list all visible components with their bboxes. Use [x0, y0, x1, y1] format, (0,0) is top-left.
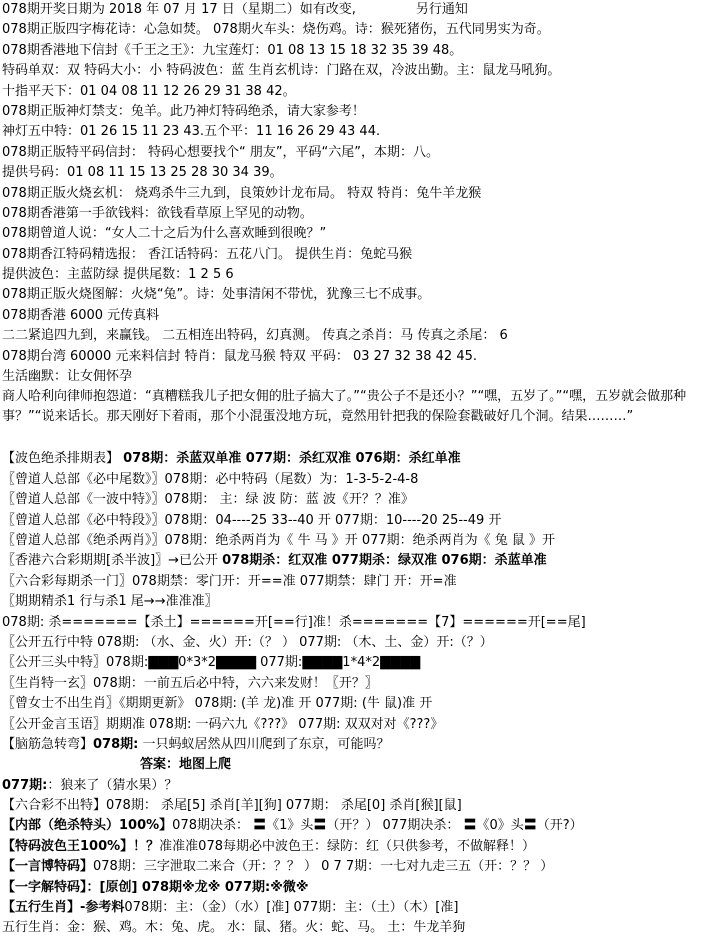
- text-line: [0, 796, 704, 816]
- text-line: [0, 20, 704, 40]
- text-segment: 〖曾道人总部《一波中特》〗078期： 主：绿 波 防：蓝 波《开？？准》: [2, 492, 414, 508]
- text-segment: 提供波色：主蓝防绿 提供尾数：1 2 5 6: [2, 267, 234, 283]
- text-line: [0, 613, 704, 633]
- text-segment: 〖香港六合彩期期[杀半波]〗→已公开: [2, 553, 223, 569]
- text-segment: 078期正版神灯禁支：兔羊。此乃神灯特码绝杀，请大家参考！: [2, 103, 365, 119]
- text-segment: 077期:: [2, 777, 48, 793]
- text-segment: 078期香港地下信封《千王之王》：九宝莲灯：01 08 13 15 18 32 35 39 48。: [2, 42, 463, 58]
- text-segment: 提供号码：01 08 11 15 13 25 28 30 34 39。: [2, 165, 283, 181]
- text-line: [0, 61, 704, 81]
- text-line: [0, 674, 704, 694]
- text-line: [0, 694, 704, 714]
- text-segment: 078期：杀蓝双单准 077期：杀红双准 076期：杀红单准: [123, 451, 461, 467]
- text-line: [0, 204, 704, 224]
- text-segment: 078期香港 6000 元传真料: [2, 307, 160, 323]
- text-segment: 078期正版四字梅花诗：心急如焚。 078期火车头：烧伤鸡。诗：猴死猪伤，五代同男实为奇。: [2, 22, 550, 38]
- text-segment: 078期台湾 60000 元来料信封 特肖：鼠龙马猴 特双 平码： 03 27 32 38 42 45.: [2, 348, 478, 364]
- section-forecast-list: [0, 0, 704, 387]
- text-segment: 〖公开五行中特 078期: （水、金、火）开:（？ ） 077期: （木、土、金）开:（？）: [2, 634, 493, 650]
- text-line: [0, 878, 704, 898]
- text-line: [0, 285, 704, 305]
- text-segment: ：狼来了（猜水果）？: [47, 777, 178, 793]
- text-line: [0, 245, 704, 265]
- text-segment: 生活幽默：让女佣怀孕: [2, 369, 133, 385]
- text-line: [0, 857, 704, 877]
- text-segment: 二二紧追四九到，来赢钱。 二五相连出特码，幻真测。 传真之杀肖：马 传真之杀尾： 6: [2, 328, 508, 344]
- text-segment: 神灯五中特：01 26 15 11 23 43.五个平：11 16 26 29 43 44.: [2, 124, 381, 140]
- joke-paragraph: 商人哈利向律师抱怨道：“真糟糕我儿子把女佣的肚子搞大了。”“贵公子不是还小？”“嘿，五岁了。”“嘿，五岁就会做那种事？”“说来话长。那天刚好下着雨，那个小混蛋没地方玩，竟然用针把我的保险套戳破好几个洞。结果………”: [2, 389, 687, 425]
- text-line: [0, 449, 704, 469]
- text-line: [0, 367, 704, 387]
- text-line: [0, 735, 704, 755]
- text-line: [0, 511, 704, 531]
- text-segment: 〖曾道人总部《绝杀两肖》〗078期：绝杀两肖为《 牛 马 》开 077期：绝杀两肖为《 兔 鼠 》开: [2, 532, 556, 548]
- text-segment: 078期: 杀=======【杀土】======开[==行]准！杀=======【7】======开[==尾]: [2, 614, 586, 630]
- text-segment: 〖生肖特一玄〗078期：一前五后必中特，六六来发财！〖开？〗: [2, 675, 378, 691]
- text-line: [0, 592, 704, 612]
- text-segment: 078期决杀： 〓《1》头〓（开？） 077期决杀： 〓《0》头〓（开?）: [172, 818, 583, 834]
- text-line: [0, 326, 704, 346]
- text-line: [0, 653, 704, 673]
- text-segment: 078期正版特平码信封： 特码心想要找个“ 朋友”，平码“六尾”，本期：八。: [2, 144, 440, 160]
- text-line: [0, 531, 704, 551]
- text-segment: 另行通知: [415, 2, 468, 17]
- text-segment: 〖公开金言玉语〗期期准 078期: 一码六九《???》 077期: 双双对对《???》: [2, 716, 444, 732]
- text-line: [0, 143, 704, 163]
- text-line: [0, 347, 704, 367]
- text-line: [0, 816, 704, 836]
- text-line: [0, 184, 704, 204]
- text-segment: 【波色绝杀排期表】: [2, 451, 124, 467]
- text-segment: 【六合彩不出特】078期： 杀尾[5] 杀肖[羊][狗] 077期： 杀尾[0] 杀肖[猴][鼠]: [2, 798, 462, 814]
- text-line: [0, 122, 704, 142]
- text-segment: 〖曾道人总部《必中尾数》〗078期：必中特码（尾数）为：1-3-5-2-4-8: [2, 471, 419, 487]
- text-line: [0, 551, 704, 571]
- text-segment: 〖期期精杀1 行与杀1 尾→→准准准〗: [2, 594, 218, 610]
- text-segment: 五行生肖：金：猴、鸡。木：兔、虎。 水：鼠、猪。火：蛇、马。 土：牛龙羊狗: [2, 920, 466, 936]
- text-line: [0, 633, 704, 653]
- text-segment: 078期正版火烧图解：火烧“兔”。诗：处事清闲不带忧，犹豫三七不成事。: [2, 287, 431, 303]
- text-segment: 【一字解特码】：: [2, 879, 100, 895]
- section-extra: [0, 776, 704, 937]
- text-segment: 〖曾道人总部《必中特段》〗078期：04----25 33--40 开 077期：10----20 25--49 开: [2, 512, 502, 528]
- text-line: [0, 776, 704, 796]
- text-segment: 【内部（绝杀特头）100%】: [2, 818, 173, 834]
- text-line: [0, 102, 704, 122]
- text-line: [0, 470, 704, 490]
- text-segment: 十指平天下：01 04 08 11 12 26 29 31 38 42。: [2, 83, 296, 99]
- text-line: [0, 163, 704, 183]
- text-segment: 【特码波色王100%】！？: [2, 838, 160, 854]
- text-segment: 【一言博特码】: [2, 859, 94, 875]
- text-segment: 〖曾女士不出生肖〗《期期更新》 078期: (羊 龙)准 开 077期: (牛 鼠)准 开: [2, 696, 433, 712]
- text-segment: 078期开奖日期为 2018 年 07 月 17 日（星期二）如有改变,: [2, 2, 356, 17]
- text-segment: 【五行生肖】-参考料: [2, 900, 125, 916]
- text-segment: 【脑筋急转弯】: [2, 736, 94, 752]
- riddle-answer: 答案：地图上爬: [140, 757, 232, 773]
- text-line: [0, 715, 704, 735]
- text-line: [0, 572, 704, 592]
- text-line: [0, 82, 704, 102]
- text-segment: 078期香江特码精选报： 香江话特码：五花八门。 提供生肖：兔蛇马猴: [2, 246, 413, 262]
- text-line: [0, 837, 704, 857]
- text-line: [0, 918, 704, 937]
- text-segment: 078期：三字泄取二来合（开：？？ ） 0 7 7期：一七对九走三五（开：？？ ）: [93, 859, 554, 875]
- text-line: [0, 41, 704, 61]
- text-segment: 〖公开三头中特〗078期:▇▇▇0*3*2▇▇▇▇ 077期:▇▇▇▇1*4*2▇▇▇▇: [2, 655, 421, 671]
- section-tables: [0, 449, 704, 755]
- text-segment: 078期香港第一手欲钱料：欲钱看草原上罕见的动物。: [2, 205, 313, 221]
- text-line: [0, 0, 704, 20]
- text-segment: 078期正版火烧玄机： 烧鸡杀牛三九到，良策妙计龙布局。 特双 特肖：兔牛羊龙猴: [2, 185, 482, 201]
- text-line: [0, 898, 704, 918]
- text-segment: 〖六合彩每期杀一门〗078期禁：零门开：开==准 077期禁：肆门 开：开=准: [2, 573, 457, 589]
- text-segment: 078期：主：（金）（水）[准] 077期：主：（土）（木）[准]: [124, 900, 459, 916]
- text-segment: 078期曾道人说：“女人二十之后为什么喜欢睡到很晚？”: [2, 226, 327, 242]
- text-segment: [原创] 078期※龙※ 077期:※微※: [99, 879, 309, 895]
- text-segment: 一只蚂蚁居然从四川爬到了东京，可能吗？: [138, 736, 390, 752]
- text-line: [0, 265, 704, 285]
- text-segment: 特码单双：双 特码大小：小 特码波色：蓝 生肖玄机诗：门路在双，冷波出勤。主：鼠龙马吼狗。: [2, 63, 561, 79]
- text-line: [0, 490, 704, 510]
- text-segment: 078期:: [93, 736, 139, 752]
- text-line: [0, 224, 704, 244]
- text-segment: 准准准078每期必中波色王：绿防：红（只供参考，不做解释！）: [159, 838, 535, 854]
- text-segment: 078期杀：红双准 077期杀：绿双准 076期：杀蓝单准: [222, 553, 547, 569]
- text-line: [0, 306, 704, 326]
